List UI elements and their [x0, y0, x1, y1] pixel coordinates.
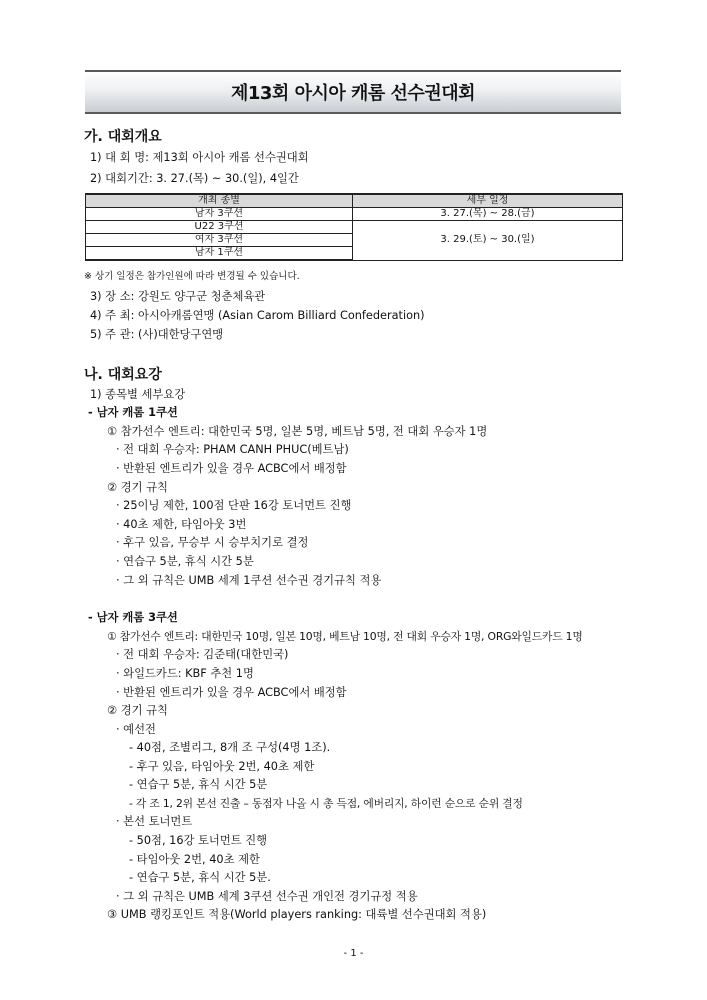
table-header-date: 세부 일정: [353, 194, 623, 208]
table-cell-event: U22 3쿠션: [86, 221, 353, 234]
overview-item: 3) 장 소: 강원도 양구군 청춘체육관: [90, 290, 266, 303]
rule-line: ② 경기 규칙: [107, 704, 168, 717]
schedule-table: [85, 193, 623, 261]
rule-line: · 반환된 엔트리가 있을 경우 ACBC에서 배정함: [116, 686, 347, 699]
overview-item: 4) 주 최: 아시아캐롬연맹 (Asian Carom Billiard Confederation): [90, 309, 425, 322]
table-cell-event: 남자 3쿠션: [86, 208, 353, 221]
rule-line: - 후구 있음, 타임아웃 2번, 40초 제한: [129, 760, 315, 773]
rule-line: - 타임아웃 2번, 40초 제한: [129, 853, 260, 866]
document-title-bar: [85, 70, 621, 114]
schedule-note: ※ 상기 일정은 참가인원에 따라 변경될 수 있습니다.: [84, 271, 300, 282]
rules-intro: 1) 종목별 세부요강: [90, 388, 186, 401]
table-row: [86, 221, 623, 234]
event-title-men-3cushion: - 남자 캐롬 3쿠션: [88, 611, 178, 624]
document-title: 제13회 아시아 캐롬 선수권대회: [230, 83, 475, 104]
rule-line: · 25이닝 제한, 100점 단판 16강 토너먼트 진행: [116, 499, 352, 512]
table-cell-date: 3. 29.(토) ~ 30.(일): [353, 221, 623, 261]
rule-line: · 예선전: [116, 723, 156, 736]
section-heading-overview: 가. 대회개요: [84, 129, 162, 145]
section-heading-rules: 나. 대회요강: [84, 367, 162, 383]
rule-line: · 40초 제한, 타임아웃 3번: [116, 518, 247, 531]
overview-item: 5) 주 관: (사)대한당구연맹: [90, 328, 224, 341]
rule-line: - 연습구 5분, 휴식 시간 5분.: [129, 871, 271, 884]
rule-line: ② 경기 규칙: [107, 481, 168, 494]
table-row: [86, 208, 623, 221]
table-cell-event: 남자 1쿠션: [86, 247, 353, 261]
rule-line: - 연습구 5분, 휴식 시간 5분: [129, 778, 268, 791]
table-cell-date: 3. 27.(목) ~ 28.(금): [353, 208, 623, 221]
rule-line: · 그 외 규칙은 UMB 세계 3쿠션 선수권 개인전 경기규정 적용: [116, 890, 418, 903]
rule-line: · 와일드카드: KBF 추천 1명: [116, 667, 254, 680]
overview-item: 1) 대 회 명: 제13회 아시아 캐롬 선수권대회: [90, 151, 309, 164]
overview-item: 2) 대회기간: 3. 27.(목) ~ 30.(일), 4일간: [90, 172, 299, 185]
table-header-event: 개최 종별: [86, 194, 353, 208]
rule-line: ① 참가선수 엔트리: 대한민국 10명, 일본 10명, 베트남 10명, 전 대회 우승자 1명, ORG와일드카드 1명: [107, 630, 583, 643]
rule-line: · 연습구 5분, 휴식 시간 5분: [116, 555, 254, 568]
rule-line: · 그 외 규칙은 UMB 세계 1쿠션 선수권 경기규칙 적용: [116, 574, 382, 587]
table-cell-event: 여자 3쿠션: [86, 234, 353, 247]
rule-line: - 40점, 조별리그, 8개 조 구성(4명 1조).: [129, 741, 331, 754]
event-title-men-1cushion: - 남자 캐롬 1쿠션: [88, 406, 178, 419]
rule-line: · 반환된 엔트리가 있을 경우 ACBC에서 배정함: [116, 462, 347, 475]
rule-line: ① 참가선수 엔트리: 대한민국 5명, 일본 5명, 베트남 5명, 전 대회 우승자 1명: [107, 425, 488, 438]
rule-line: · 본선 토너먼트: [116, 815, 193, 828]
rule-line: · 후구 있음, 무승부 시 승부치기로 결정: [116, 536, 309, 549]
rule-line: · 전 대회 우승자: 김준태(대한민국): [116, 648, 289, 661]
page-number: - 1 -: [343, 948, 364, 959]
rule-line: - 각 조 1, 2위 본선 진출 – 동점자 나올 시 총 득점, 에버리지, 하이런 순으로 순위 결정: [129, 797, 523, 810]
rule-line: ③ UMB 랭킹포인트 적용(World players ranking: 대륙별 선수권대회 적용): [107, 908, 487, 921]
rule-line: · 전 대회 우승자: PHAM CANH PHUC(베트남): [116, 443, 349, 456]
rule-line: - 50점, 16강 토너먼트 진행: [129, 834, 268, 847]
